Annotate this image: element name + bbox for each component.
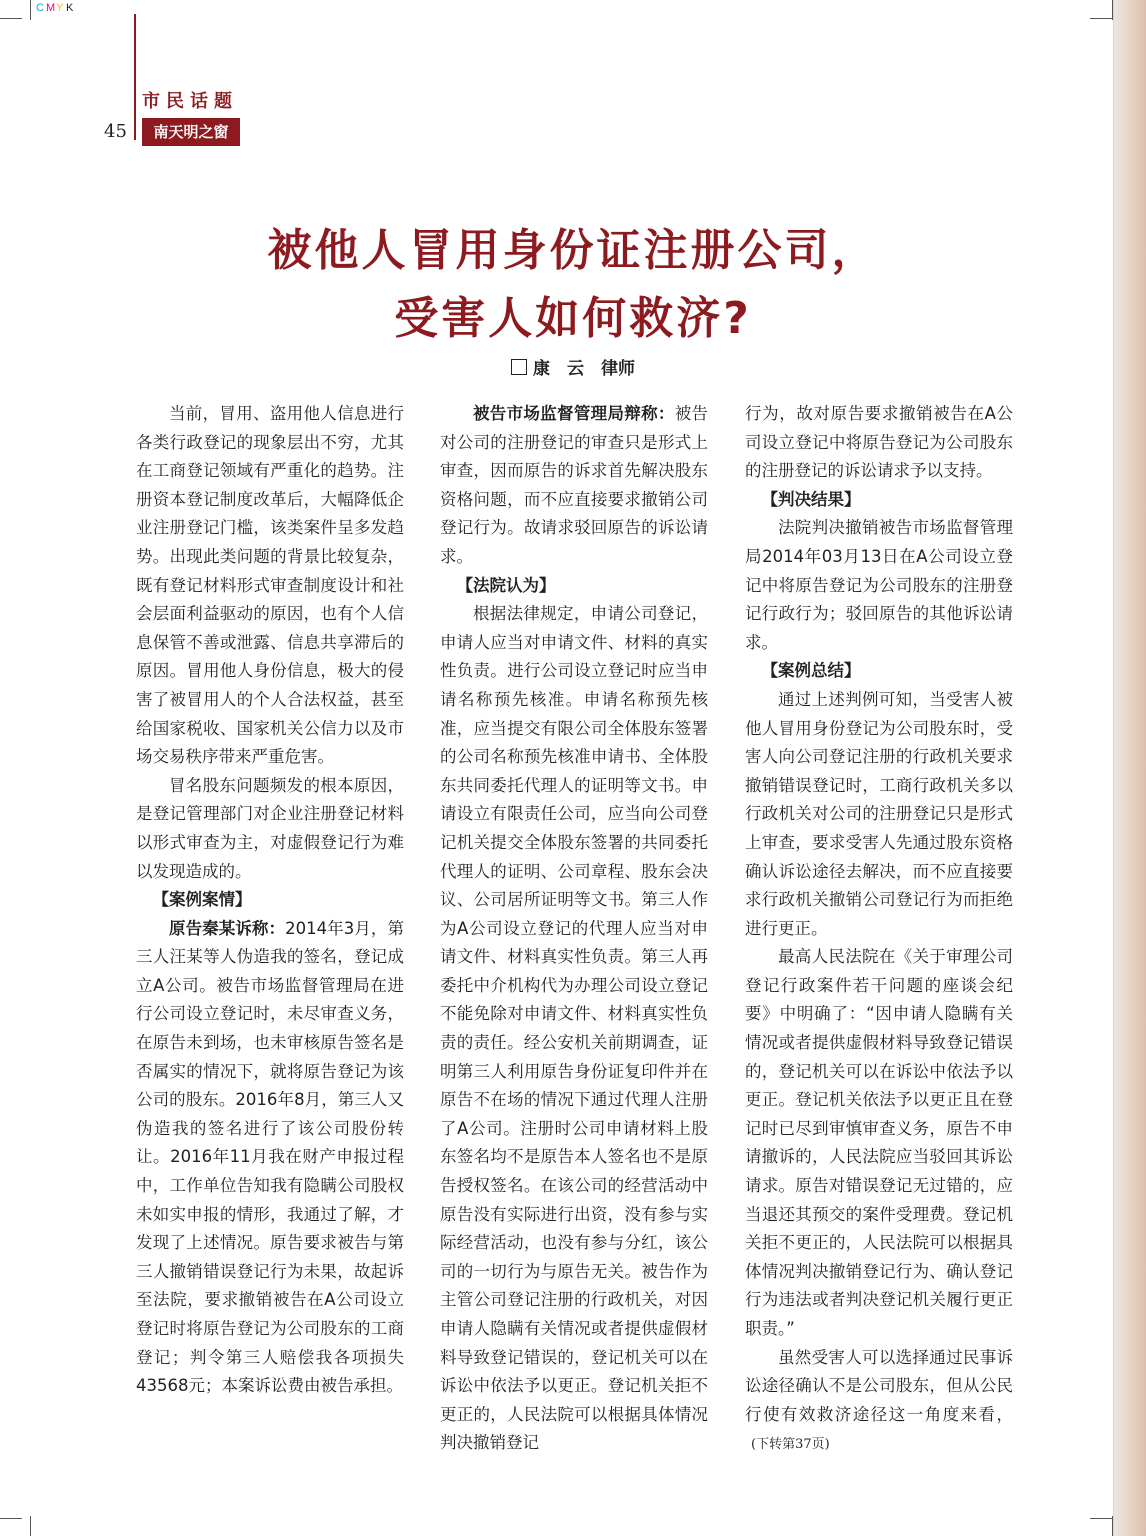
reg-m: M bbox=[46, 2, 57, 14]
crop-mark bbox=[30, 0, 31, 20]
text-column-2 bbox=[440, 400, 708, 1458]
continued-note: (下转第37页) bbox=[751, 1437, 830, 1453]
reg-k: K bbox=[66, 2, 75, 14]
paragraph: 冒名股东问题频发的根本原因，是登记管理部门对企业注册登记材料以形式审查为主，对虚假登记行为难以发现造成的。 bbox=[136, 775, 404, 881]
crop-mark bbox=[1090, 1518, 1112, 1519]
crop-mark bbox=[0, 1518, 22, 1519]
paragraph-body: 被告对公司的注册登记的审查只是形式上审查，因而原告的诉求首先解决股东资格问题，而不应直接要求撤销公司登记行为。故请求驳回原告的诉讼请求。 bbox=[440, 404, 709, 566]
subheading: 【案例总结】 bbox=[761, 661, 861, 681]
article-title-line-1: 被他人冒用身份证注册公司， bbox=[267, 225, 879, 276]
paragraph bbox=[136, 915, 404, 1401]
paragraph-lead: 原告秦某诉称： bbox=[169, 918, 286, 938]
paragraph-lead: 被告市场监督管理局辩称： bbox=[473, 404, 675, 423]
text-column-1 bbox=[136, 400, 404, 1401]
reg-y: Y bbox=[56, 2, 65, 14]
paragraph: 根据法律规定，申请公司登记，申请人应当对申请文件、材料的真实性负责。进行公司设立登记时应当申请名称预先核准。申请名称预先核准，应当提交有限公司全体股东签署的公司名称预先核准申请书、全体股东共同委托代理人的证明等文书。申请设立有限责任公司，应当向公司登记机关提交全体股东签署的共同委托代理人的证明、公司章程、股东会决议、公司居所证明等文书。第三人作为A公司设立登记的代理人应当对申请文件、材料真实性负责。第三人再委托中介机构代为办理公司设立登记不能免除对申请文件、材料真实性负责的责任。经公安机关前期调查，证明第三人利用原告身份证复印件并在原告不在场的情况下通过代理人注册了A公司。注册时公司申请材料上股东签名均不是原告本人签名也不是原告授权签名。在该公司的经营活动中原告没有实际进行出资，没有参与实际经营活动，也没有参与分红，该公司的一切行为与原告无关。被告作为主管公司登记注册的行政机关，对因申请人隐瞒有关情况或者提供虚假材料导致登记错误的，登记机关可以在诉讼中依法予以更正。登记机关拒不更正的，人民法院可以根据具体情况判决撤销登记 bbox=[440, 604, 708, 1453]
header-rule bbox=[134, 14, 136, 140]
subheading: 【法院认为】 bbox=[456, 575, 556, 595]
page-number: 45 bbox=[104, 121, 127, 142]
paragraph bbox=[440, 400, 708, 572]
column-tag: 南天明之窗 bbox=[142, 118, 240, 146]
subheading: 【判决结果】 bbox=[761, 489, 861, 509]
square-icon bbox=[511, 359, 527, 375]
paragraph-body: 2014年3月，第三人汪某等人伪造我的签名，登记成立A公司。被告市场监督管理局在进行公司设立登记时，未尽审查义务，在原告未到场，也未审核原告签名是否属实的情况下，就将原告登记为该公司的股东。2016年8月，第三人又伪造我的签名进行了该公司股份转让。2016年11月我在财产申报过程中，工作单位告知我有隐瞒公司股权未如实申报的情形，我通过了解，才发现了上述情况。原告要求被告与第三人撤销错误登记行为未果，故起诉至法院，要求撤销被告在A公司设立登记时将原告登记为公司股东的工商登记；判令第三人赔偿我各项损失43568元；本案诉讼费由被告承担。 bbox=[136, 918, 404, 1396]
byline bbox=[0, 354, 1146, 379]
crop-mark bbox=[30, 1516, 31, 1536]
paragraph: 法院判决撤销被告市场监督管理局2014年03月13日在A公司设立登记中将原告登记为公司股东的注册登记行政行为；驳回原告的其他诉讼请求。 bbox=[745, 518, 1013, 652]
author: 康 云 律师 bbox=[533, 359, 635, 379]
paragraph-body: 虽然受害人可以选择通过民事诉讼途径确认不是公司股东，但从公民行使有效救济途径这一角度来看， bbox=[745, 1347, 1013, 1424]
registration-cmyk bbox=[36, 2, 76, 14]
paragraph: 行为，故对原告要求撤销被告在A公司设立登记中将原告登记为公司股东的注册登记的诉讼请求予以支持。 bbox=[745, 404, 1013, 481]
subheading: 【案例案情】 bbox=[152, 890, 252, 910]
crop-mark bbox=[1090, 18, 1112, 19]
reg-c: C bbox=[36, 2, 45, 14]
paragraph: 当前，冒用、盗用他人信息进行各类行政登记的现象层出不穷，尤其在工商登记领域有严重化的趋势。注册资本登记制度改革后，大幅降低企业注册登记门槛，该类案件呈多发趋势。出现此类问题的背景比较复杂，既有登记材料形式审查制度设计和社会层面利益驱动的原因，也有个人信息保管不善或泄露、信息共享滞后的原因。冒用他人身份信息，极大的侵害了被冒用人的个人合法权益，甚至给国家税收、国家机关公信力以及市场交易秩序带来严重危害。 bbox=[136, 404, 404, 767]
crop-mark bbox=[0, 18, 22, 19]
paragraph: 通过上述判例可知，当受害人被他人冒用身份登记为公司股东时，受害人向公司登记注册的行政机关要求撤销错误登记时，工商行政机关多以行政机关对公司的注册登记只是形式上审查，要求受害人先通过股东资格确认诉讼途径去解决，而不应直接要求行政机关撤销公司登记行为而拒绝进行更正。 bbox=[745, 689, 1013, 938]
section-title: 市民话题 bbox=[142, 91, 238, 112]
paragraph: 最高人民法院在《关于审理公司登记行政案件若干问题的座谈会纪要》中明确了：“因申请人隐瞒有关情况或者提供虚假材料导致登记错误的，登记机关可以在诉讼中依法予以更正。登记机关依法予以更正且在登记时已尽到审慎审查义务，原告不申请撤诉的，人民法院应当驳回其诉讼请求。原告对错误登记无过错的，应当退还其预交的案件受理费。登记机关拒不更正的，人民法院可以根据具体情况判决撤销登记行为、确认登记行为违法或者判决登记机关履行更正职责。” bbox=[745, 947, 1013, 1338]
article-title-line-2: 受害人如何救济? bbox=[394, 293, 752, 344]
paragraph bbox=[745, 1344, 1013, 1460]
text-column-3 bbox=[745, 400, 1013, 1460]
